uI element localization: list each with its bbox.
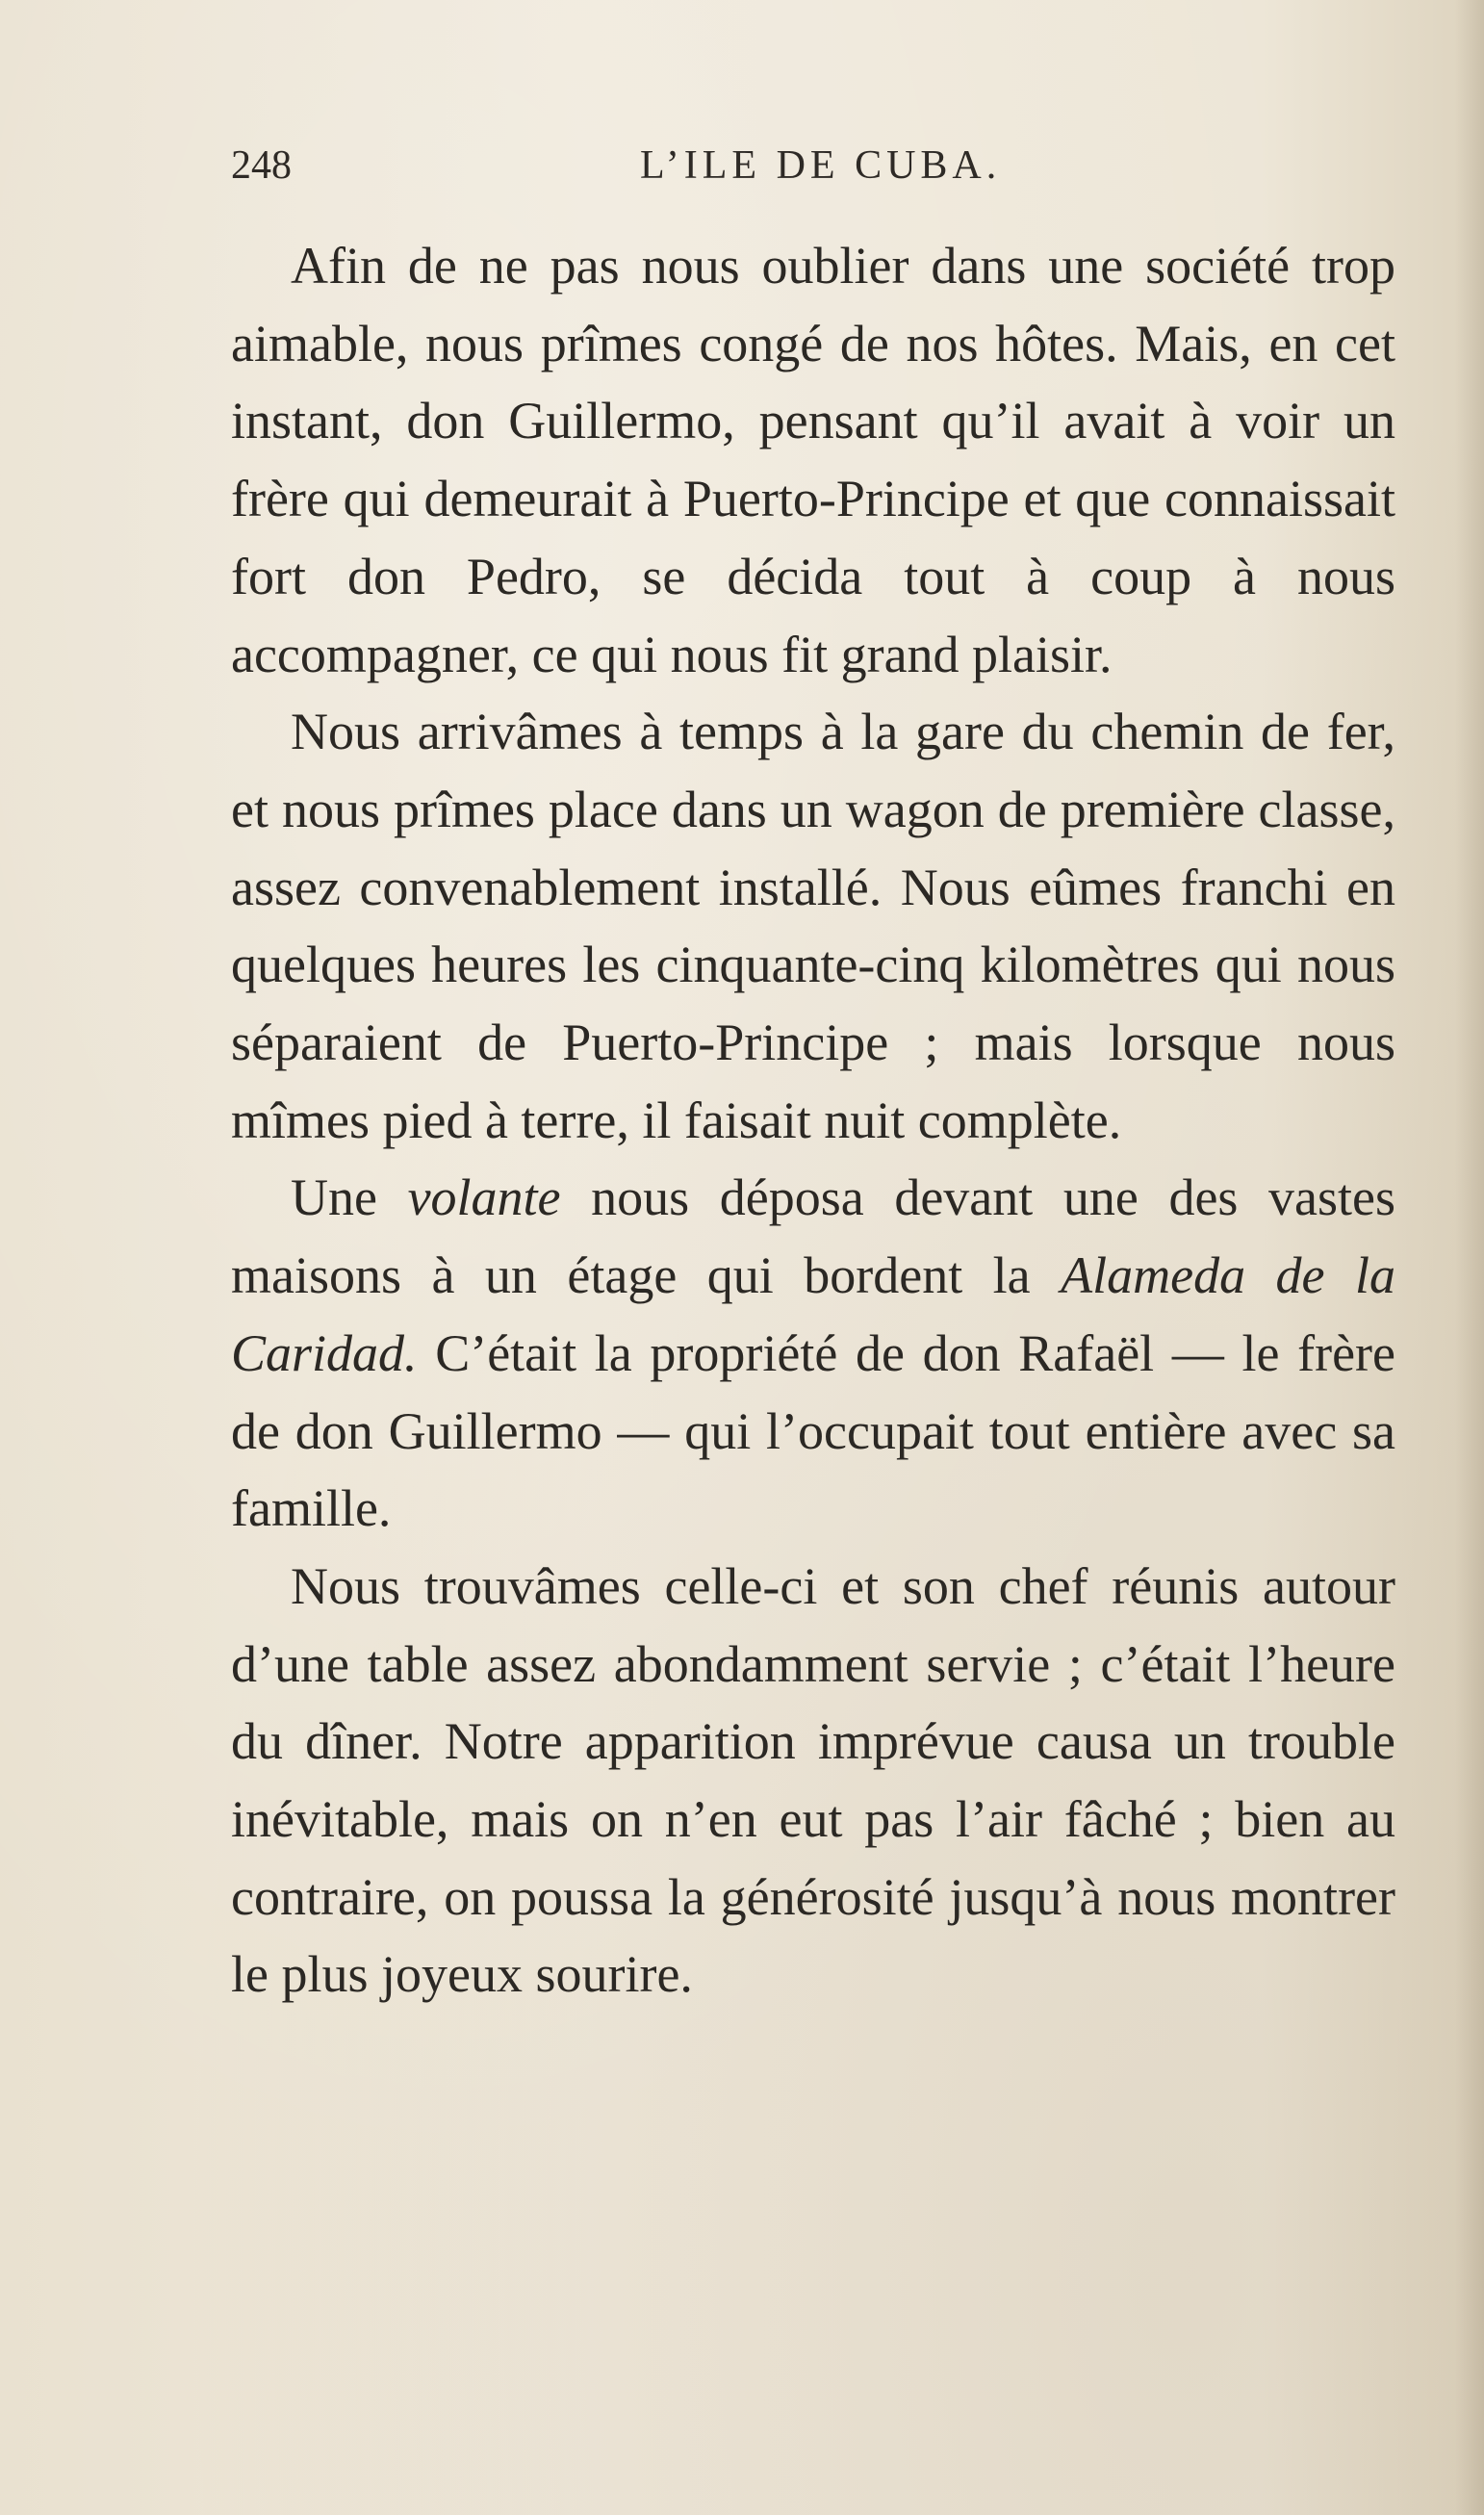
paragraph-1: Afin de ne pas nous oublier dans une société trop aimable, nous prîmes congé de nos hôtes. Mais, en cet instant, don Guillermo, pensant qu’il avait à voir un frère qui demeurait à Puerto-Principe et que connaissait fort don Pedro, se décida tout à coup à nous accompagner, ce qui nous fit grand plaisir. [231, 237, 1395, 683]
italic-volante: volante [407, 1168, 561, 1227]
paragraph-3-part-1: Une [291, 1168, 408, 1227]
page-header [231, 142, 1028, 200]
running-title: L’ILE DE CUBA. [640, 143, 1002, 188]
italic-alameda: Alameda de la Caridad. [231, 1246, 1395, 1382]
paragraph-3 [231, 1159, 1395, 1548]
paragraph-2: Nous arrivâmes à temps à la gare du chemin de fer, et nous prîmes place dans un wagon de première classe, assez convenablement installé. Nous eûmes franchi en quelques heures les cinquante-cinq kilomètres qui nous séparaient de Puerto-Principe ; mais lorsque nous mîmes pied à terre, il faisait nuit complète. [231, 703, 1395, 1149]
page-number: 248 [231, 143, 292, 188]
paragraph-4: Nous trouvâmes celle-ci et son chef réunis autour d’une table assez abondamment servie ; c’était l’heure du dîner. Notre apparition imprévue causa un trouble inévitable, mais on n’en eut pas l’air fâché ; bien au contraire, on poussa la générosité jusqu’à nous montrer le plus joyeux sourire. [231, 1556, 1395, 2004]
paragraph-3-part-2: nous déposa devant une des vastes maisons à un étage qui bordent la [231, 1168, 1395, 1305]
page-edge-shadow [1455, 0, 1484, 2515]
paragraph-3-part-3: C’était la propriété de don Rafaël — le frère de don Guillermo — qui l’occupait tout entière avec sa famille. [231, 1323, 1395, 1538]
body-text [231, 227, 1395, 2014]
